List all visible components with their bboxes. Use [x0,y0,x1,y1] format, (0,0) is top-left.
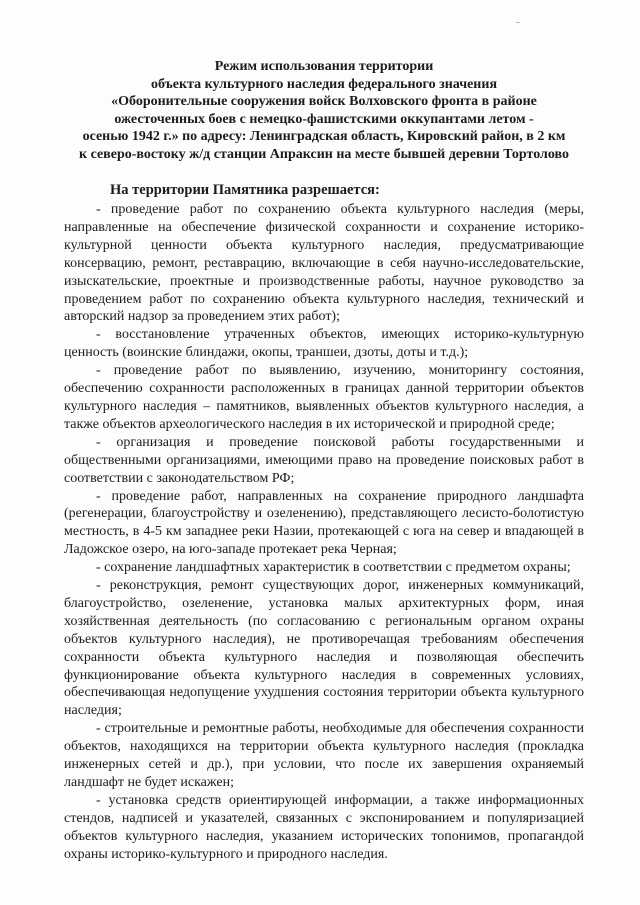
paragraph-reconstruction-roads: - реконструкция, ремонт существующих дорог, инженерных коммуникаций, благоустройство, озеленение, установка малых архитектурных форм, иная хозяйственная деятельность (по согласованию с региональным органом охраны объектов культурного наследия), не противоречащая требованиям обеспечения сохранности объекта культурного наследия и позволяющая обеспечить функционирование объекта культурного наследия в современных условиях, обеспечивающая недопущение ухудшения состояния территории объекта культурного наследия; [64,578,584,719]
paragraph-conservation-works: - проведение работ по сохранению объекта культурного наследия (меры, направленные на обеспечение физической сохранности и сохранение историко-культурной ценности объекта культурного наследия, предусматривающие консервацию, ремонт, реставрацию, включающие в себя научно-исследовательские, изыскательские, проектные и производственные работы, научное руководство за проведением работ по сохранению объекта культурного наследия, технический и авторский надзор за проведением этих работ); [64,202,584,325]
paragraph-search-work: - организация и проведение поисковой работы государственными и общественными организациями, имеющими право на проведение поисковых работ в соответствии с законодательством РФ; [64,434,584,486]
paragraph-landscape-preservation: - проведение работ, направленных на сохранение природного ландшафта (регенерации, благоустройству и озеленению), представляющего лесисто-болотистую местность, в 4-5 км западнее реки Назии, протекающей с юга на север и впадающей в Ладожское озеро, на юго-западе протекает река Черная; [64,488,584,558]
scan-speck [516,22,520,23]
paragraph-identification-monitoring: - проведение работ по выявлению, изучению, мониторингу состояния, обеспечению сохранности расположенных в границах данной территории объектов культурного наследия – памятников, выявленных объектов культурного наследия, а также объектов археологического наследия в их исторической и природной среде; [64,363,584,432]
title-line: Режим использования территории [214,59,434,74]
document-title [64,58,584,163]
title-line: «Оборонительные сооружения войск Волховского фронта в районе [111,94,537,109]
paragraph-construction-repair: - строительные и ремонтные работы, необходимые для обеспечения сохранности объектов, находящихся на территории объекта культурного наследия (прокладка инженерных сетей и др.), при условии, что после их завершения охраняемый ландшафт не будет искажен; [64,721,584,790]
title-line: к северо-востоку ж/д станции Апраксин на месте бывшей деревни Тортолово [79,146,569,162]
paragraph-restoration-lost-objects: - восстановление утраченных объектов, имеющих историко-культурную ценность (воинские блиндажи, окопы, траншеи, дзоты, доты и т.д.); [64,327,584,361]
title-line: ожесточенных боев с немецко-фашистскими оккупантами летом - [114,111,534,127]
paragraph-landscape-characteristics: - сохранение ландшафтных характеристик в соответствии с предметом охраны; [96,560,571,576]
title-line: объекта культурного наследия федерального значения [150,76,498,92]
section-heading: На территории Памятника разрешается: [110,182,380,198]
paragraph-information-stands: - установка средств ориентирующей информации, а также информационных стендов, надписей и указателей, связанных с экспонированием и популяризацией объектов культурного наследия, указанием исторических топонимов, пропагандой охраны историко-культурного и природного наследия. [64,792,584,862]
title-line: осенью 1942 г.» по адресу: Ленинградская область, Кировский район, в 2 км [82,129,566,144]
